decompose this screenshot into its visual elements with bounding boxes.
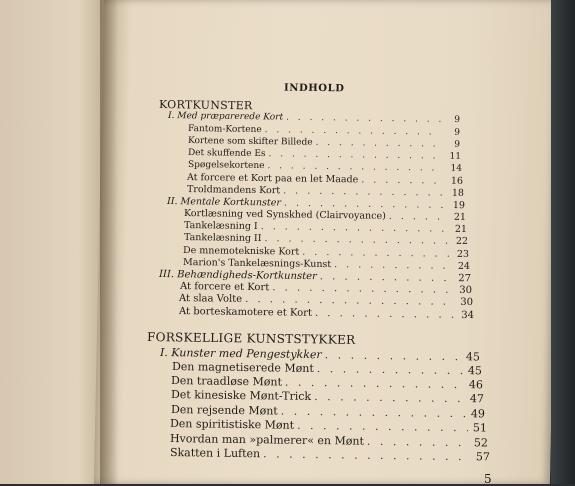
dot-leader: [267, 161, 443, 173]
toc-entry-page: 34: [461, 309, 475, 322]
toc-entry-label: At slaa Volte: [178, 293, 243, 305]
toc-entry-page: 11: [449, 151, 462, 162]
toc-entry-label: Skatten i Luften: [169, 446, 261, 461]
toc-entry-page: 9: [454, 127, 461, 138]
dot-leader: [286, 113, 441, 125]
toc-heading: INDHOLD: [283, 82, 345, 95]
dot-leader: [315, 308, 455, 321]
dot-leader: [283, 185, 445, 198]
toc-entry-label: Kortene som skifter Billede: [187, 136, 313, 148]
dot-leader: [268, 149, 442, 161]
dot-leader: [245, 294, 454, 308]
toc-entry-page: 45: [465, 350, 481, 364]
page-number: 5: [484, 472, 492, 486]
dot-leader: [334, 259, 451, 272]
toc-entry-page: 16: [450, 175, 464, 187]
toc-entry-page: 27: [458, 273, 472, 285]
section-title-forskellige-kunststykker: FORSKELLIGE KUNSTSTYKKER: [146, 330, 356, 347]
dot-leader: [265, 125, 441, 137]
toc-entry-label: Den spiritistiske Mønt: [169, 417, 295, 432]
toc-entry-page: 30: [459, 284, 473, 297]
toc-entry-page: 18: [451, 187, 465, 199]
toc-entry-page: 30: [460, 296, 474, 309]
toc-entry-page: 49: [470, 407, 486, 421]
toc-entry-page: 21: [454, 223, 468, 235]
dot-leader: [389, 211, 447, 223]
toc-entry-label: Det skuffende Es: [187, 148, 266, 160]
dot-leader: [314, 390, 465, 405]
toc-entry-label: Kortlæsning ved Synskhed (Clairvoyance): [183, 208, 386, 222]
toc-entry-label: Det kinesiske Mønt-Trick: [170, 388, 312, 403]
toc-entry-label: At forcere et Kort: [179, 281, 270, 294]
dot-leader: [285, 376, 464, 391]
dot-leader: [317, 362, 463, 377]
toc-entry-page: 14: [450, 163, 463, 174]
toc-entry-page: 46: [468, 378, 484, 392]
toc-entry-page: 47: [469, 392, 485, 406]
toc-entry-label: Den traadløse Mønt: [170, 374, 283, 389]
dot-leader: [316, 138, 442, 150]
toc-entry-label: Den magnetiserede Mønt: [171, 360, 314, 375]
toc-entry-page: 9: [454, 139, 461, 150]
toc-entry-page: 21: [453, 211, 467, 223]
toc-entry-label: Troldmandens Kort: [186, 184, 281, 197]
toc-entry-label: II. Mentale Kortkunster: [166, 196, 282, 209]
toc-entry-page: 23: [456, 248, 470, 260]
dot-leader: [297, 419, 468, 434]
dot-leader: [361, 174, 444, 186]
dot-leader: [281, 405, 466, 421]
toc-entry-label: Hvordan man »palmerer« en Mønt: [169, 432, 365, 448]
toc-entry-label: Tankelæsning II: [183, 232, 262, 245]
toc-entry-label: At borteskamotere et Kort: [178, 306, 313, 319]
toc-entry-label: At forcere et Kort paa en let Maade: [186, 172, 359, 186]
toc-entry-label: Marion's Tankelæsnings-Kunst: [182, 257, 332, 271]
toc-entry-label: I. Med præparerede Kort: [167, 111, 284, 123]
toc-entry-label: Spøgelsekortene: [187, 160, 265, 172]
toc-entry-page: 45: [467, 364, 483, 378]
toc-entry-page: 51: [472, 421, 488, 435]
section-title-kortkunster: KORTKUNSTER: [158, 98, 253, 113]
dot-leader: [320, 271, 452, 284]
toc-entry: [168, 111, 460, 125]
toc-entry-label: De mnemotekniske Kort: [182, 245, 300, 258]
toc-entry-label: Den rejsende Mønt: [170, 403, 278, 418]
toc-entry-label: Fantom-Kortene: [187, 124, 262, 136]
toc-entry-page: 9: [454, 114, 461, 126]
toc-entry-label: III. Behændigheds-Kortkunster: [158, 269, 317, 283]
dot-leader: [264, 233, 449, 247]
dot-leader: [302, 247, 450, 260]
toc-entry: [179, 306, 474, 321]
dot-leader: [367, 435, 469, 449]
toc-entry-page: 24: [457, 260, 471, 273]
toc-entry-label: I. Kunster med Pengestykker: [159, 346, 322, 362]
toc-entry-page: 19: [452, 199, 466, 212]
toc-entry-page: 52: [473, 436, 489, 450]
dot-leader: [263, 447, 471, 463]
toc-entry-label: Tankelæsning I: [183, 220, 258, 233]
dot-leader: [325, 348, 461, 363]
toc-entry-page: 57: [475, 450, 491, 464]
toc-entry-page: 22: [455, 235, 469, 247]
